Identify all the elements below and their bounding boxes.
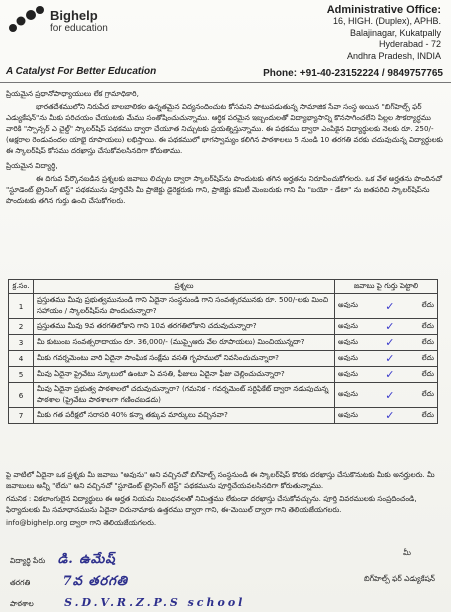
answer-cell[interactable] bbox=[335, 294, 438, 319]
column-header-number: క్ర.సం. bbox=[9, 280, 34, 294]
row-number: 2 bbox=[9, 319, 34, 335]
checkmark-icon: ✓ bbox=[385, 388, 395, 402]
checkmark-icon: ✓ bbox=[385, 409, 395, 422]
column-header-question: ప్రశ్నలు bbox=[34, 280, 335, 294]
checkmark-icon: ✓ bbox=[385, 368, 395, 381]
row-number: 6 bbox=[9, 383, 34, 408]
answer-yes[interactable]: అవును bbox=[338, 301, 358, 309]
table-row bbox=[9, 294, 438, 319]
intro-paragraph: భారతదేశములోని నిరుపేద బాలబాలికల ఉన్నతమైన విద్యనందించుట కోసమని పాటుపడుతున్న సామాజిక సేవా సంస్థ అయిన "బిగ్‌హెల్ప్ ఫర్ ఎడ్యుకేషన్"ను మీకు పరిచయం చేయుటకు మేము సంతోషించుచున్నాము. ఆర్థిక పరమైన ఇబ్బందులతో విద్యాభ్యాసాన్ని కొనసాగించలేని పిల్లల సౌకర్యార్థము వారికి "స్పాన్సర్ ఎ చైల్డ్" స్కాలర్‌షిప్ పథకము ద్వారా చేయూత నిచ్చుటకు ప్రయత్నిస్తున్నాము. ఈ పథకము ద్వారా ఎంపికైన విద్యార్థులకు నెలకు రూ. 250/- (అక్షరాల రెండువందల యాభై రూపాయలు) లభిస్తాయి. ఈ పథకములో భాగస్వామ్యం కలిగిన పాఠశాలలు 5 నుండి 10 తరగతి వరకు చదువుచున్న విద్యార్థులకు ఈ స్కాలర్‌షిప్ కోసము దరఖాస్తు చేసుకోవలసినదిగా కోరుతాము. bbox=[6, 102, 443, 155]
table-row bbox=[9, 408, 438, 424]
row-number: 3 bbox=[9, 335, 34, 351]
answer-yes[interactable]: అవును bbox=[338, 353, 358, 362]
office-line: Balajinagar, Kukatpally bbox=[349, 27, 441, 38]
answer-cell[interactable] bbox=[335, 319, 438, 335]
answer-yes[interactable]: అవును bbox=[338, 410, 358, 419]
question-text: మీ కుటుంబ సంవత్సరాదాయం రూ. 36,000/- (ముప్పైఆరు వేల రూపాయలు) మించియున్నదా? bbox=[34, 335, 335, 351]
question-text: మీవు ఏదైనా ప్రభుత్వ పాఠశాలలో చదువుచున్నారా? (గమనిక - గవర్నమెంట్ సర్టిఫికేట్ ద్వారా నడుపుచున్న పాఠశాల (ప్రైవేటు పాఠశాలగా గణించబడదు) bbox=[34, 383, 335, 408]
office-phone: Phone: +91-40-23152224 / 9849757765 bbox=[263, 68, 443, 79]
email-contact: info@bighelp.org ద్వారా గాని తెలియజేయగలరు. bbox=[6, 518, 157, 527]
question-text: మీకు గవర్నమెంటు వారి ఏదైనా సాంఘిక సంక్షేమ వసతి గృహములో నివసించుచున్నారా? bbox=[34, 351, 335, 367]
office-line: Hyderabad - 72 bbox=[378, 39, 441, 49]
header-divider bbox=[0, 82, 451, 83]
brand-name: Bighelp bbox=[50, 8, 98, 23]
student-name-row bbox=[10, 552, 116, 570]
letter-body bbox=[6, 88, 443, 210]
tagline: A Catalyst For Better Education bbox=[6, 66, 157, 77]
table-header-row bbox=[9, 280, 438, 294]
disabled-note: గమనిక : వికలాంగులైన విద్యార్థులు ఈ అర్హత నియమ నిబంధనలతో నిమిత్తము లేకుండా దరఖాస్తు చేసుకోవచ్చును. పూర్తి వివరములకు సంప్రదించండి, ఫిర్యాదులకు మీ సమాధానమును ఏదైనా చిరునామాకు ఉత్తరము ద్వారా గాని, ఈ-మెయిల్ ద్వారా గాని తెలియజేయగలరు. bbox=[6, 494, 417, 514]
question-text: మీకు గత పరీక్షలో సరాసరి 40% కన్నా తక్కువ మార్కులు వచ్చినవా? bbox=[34, 408, 335, 424]
table-row bbox=[9, 367, 438, 383]
org-signature: బిగ్‌హెల్ప్ ఫర్ ఎడ్యుకేషన్ bbox=[364, 574, 435, 583]
answer-cell[interactable] bbox=[335, 383, 438, 408]
eligibility-note: పై వాటిలో ఏదైనా ఒక ప్రశ్నకు మీ జవాబు "అవును" అని వచ్చినచో బిగ్‌హెల్ప్ సంస్థనుండి ఈ స్కాలర్‌షిప్ కొరకు దరఖాస్తు చేసుకొనుటకు మీకు అనర్హులరు. మీ జవాబులు అన్నీ "లేదు" అని వచ్చినచో "స్టూడెంట్ ట్రైనింగ్ టెస్ట్" పథకమును పూర్తిచేయవలసినదిగా కోరుతున్నాము. bbox=[6, 470, 435, 490]
office-title: Administrative Office: bbox=[326, 4, 441, 16]
brand-subtitle: for education bbox=[50, 23, 108, 34]
answer-yes[interactable]: అవును bbox=[338, 390, 358, 398]
eligibility-table bbox=[8, 279, 438, 424]
checkmark-icon: ✓ bbox=[385, 336, 395, 349]
checkmark-icon: ✓ bbox=[385, 320, 395, 333]
office-line: 16, HIGH. (Duplex), APHB. bbox=[332, 16, 441, 26]
answer-no[interactable]: లేదు bbox=[421, 390, 434, 398]
table-row bbox=[9, 335, 438, 351]
answer-yes[interactable]: అవును bbox=[338, 337, 358, 346]
answer-yes[interactable]: అవును bbox=[338, 369, 358, 378]
table-row bbox=[9, 319, 438, 335]
answer-no[interactable]: లేదు bbox=[421, 301, 434, 309]
letter-footer bbox=[6, 469, 443, 530]
bighelp-logo bbox=[4, 4, 108, 38]
question-text: ప్రస్తుతము మీవు 9వ తరగతిలోకాని గాని 10వ తరగతిలోకాని చదువుచున్నారా? bbox=[34, 319, 335, 335]
question-text: ప్రస్తుతము మీవు ప్రభుత్వమునుండి గాని ఏదైనా సంస్థనుండి గాని సంవత్సరమునకు రూ. 500/-లకు మించి సహాయం / స్కాలర్‌షిప్‌ను పొందుచున్నారా? bbox=[34, 294, 335, 319]
answer-no[interactable]: లేదు bbox=[421, 353, 434, 362]
student-name-value[interactable]: డి. ఉమేష్ bbox=[57, 552, 116, 567]
answer-no[interactable]: లేదు bbox=[421, 369, 434, 378]
answer-yes[interactable]: అవును bbox=[338, 321, 358, 330]
salutation-headmaster: ప్రియమైన ప్రధానోపాధ్యాయులు లేక గ్రామాధికారి, bbox=[6, 89, 139, 98]
checkmark-icon: ✓ bbox=[385, 352, 395, 365]
office-line: Andhra Pradesh, INDIA bbox=[346, 50, 441, 61]
instruction-paragraph: ఈ దిగువ పేర్కొనబడిన ప్రశ్నలకు జవాబు లిచ్చుట ద్వారా స్కాలర్‌షిప్‌ను పొందుటకు తగిన అర్హతను నిరూపించుకోగలరు. ఒక వేళ అర్హతను పొందినచో "స్టూడెంట్ ట్రైనింగ్ టెస్ట్" పథకమును పూర్తిచేసి మీ ప్రాజెక్టు డైరెక్టరుకు గాని, ప్రాజెక్టు కమిటీ మెంబరుకు గాని మీ "బయో - డేటా" ను జతపరిచి స్కాలర్‌షిప్‌ను పొందుటకు తగిన గుర్తు ఉంచి చేసుకోగలరు. bbox=[6, 174, 443, 205]
class-value[interactable]: 7వ తరగతి bbox=[62, 574, 128, 589]
row-number: 1 bbox=[9, 294, 34, 319]
answer-no[interactable]: లేదు bbox=[421, 410, 434, 419]
answer-no[interactable]: లేదు bbox=[421, 321, 434, 330]
student-name-label: విద్యార్థి పేరు bbox=[10, 556, 46, 565]
school-label: పాఠశాల bbox=[10, 599, 34, 608]
logo-mark-icon bbox=[4, 4, 46, 38]
school-value[interactable]: S.D.V.R.Z.P.S school bbox=[64, 596, 246, 609]
row-number: 7 bbox=[9, 408, 34, 424]
question-text: మీవు ఏదైనా ప్రైవేటు స్కూలులో ఉంటూ ఏ వసతి, ఫీజులు ఏదైనా ఫీజు చెల్లించుచున్నారా? bbox=[34, 367, 335, 383]
answer-no[interactable]: లేదు bbox=[421, 337, 434, 346]
checkmark-icon: ✓ bbox=[385, 299, 395, 313]
answer-cell[interactable] bbox=[335, 408, 438, 424]
answer-cell[interactable] bbox=[335, 351, 438, 367]
class-label: తరగతి bbox=[10, 578, 31, 587]
table-row bbox=[9, 351, 438, 367]
school-row bbox=[10, 596, 245, 610]
column-header-answer: జవాబు పై గుర్తు పెట్టాలి bbox=[335, 280, 438, 294]
salutation-student: ప్రియమైన విద్యార్థి, bbox=[6, 161, 58, 170]
office-address bbox=[327, 4, 441, 62]
row-number: 5 bbox=[9, 367, 34, 383]
answer-cell[interactable] bbox=[335, 367, 438, 383]
answer-cell[interactable] bbox=[335, 335, 438, 351]
row-number: 4 bbox=[9, 351, 34, 367]
sign-off: మీ bbox=[403, 548, 411, 557]
class-row bbox=[10, 574, 128, 592]
table-row bbox=[9, 383, 438, 408]
